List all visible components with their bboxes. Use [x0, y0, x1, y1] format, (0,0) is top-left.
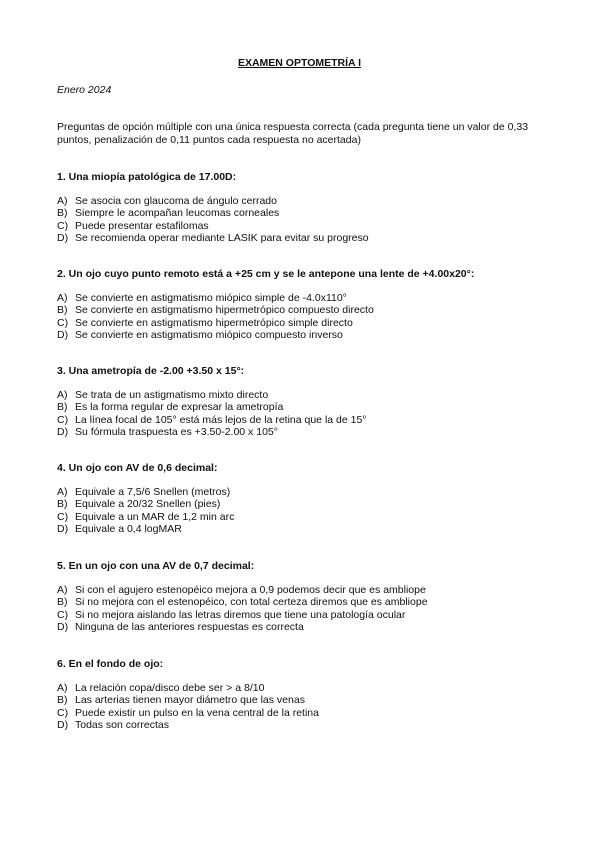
answer-option	[57, 694, 557, 706]
question-title: 6. En el fondo de ojo:	[57, 658, 164, 670]
option-letter: C)	[57, 510, 69, 523]
answer-option	[57, 511, 557, 523]
option-letter: B)	[57, 694, 68, 707]
exam-title: EXAMEN OPTOMETRÍA I	[237, 57, 362, 69]
answer-option	[57, 523, 557, 535]
question-title: 3. Una ametropía de -2.00 +3.50 x 15°:	[57, 365, 245, 377]
option-letter: D)	[57, 329, 69, 342]
question-block	[57, 658, 557, 732]
option-letter: D)	[57, 523, 69, 536]
answer-option	[57, 609, 557, 621]
option-letter: B)	[57, 498, 68, 511]
answer-option	[57, 584, 557, 596]
question-block	[57, 560, 557, 634]
option-letter: A)	[57, 389, 68, 401]
option-text: Ninguna de las anteriores respuestas es correcta	[75, 621, 304, 634]
option-text: Equivale a un MAR de 1,2 min arc	[75, 510, 235, 523]
answer-option	[57, 195, 557, 207]
option-letter: B)	[57, 304, 68, 317]
option-letter: D)	[57, 719, 69, 732]
option-letter: A)	[57, 682, 68, 694]
question-block	[57, 171, 557, 245]
option-text: Se convierte en astigmatismo hipermetrópico simple directo	[75, 316, 353, 329]
answer-options	[57, 682, 557, 732]
option-letter: A)	[57, 292, 68, 304]
option-letter: B)	[57, 596, 68, 609]
question-title: 2. Un ojo cuyo punto remoto está a +25 cm y se le antepone una lente de +4.00x20°:	[57, 268, 475, 280]
option-letter: D)	[57, 232, 69, 245]
option-text: La relación copa/disco debe ser > a 8/10	[75, 682, 265, 694]
option-letter: C)	[57, 316, 69, 329]
option-text: Se asocia con glaucoma de ángulo cerrado	[75, 195, 277, 207]
option-text: Equivale a 7,5/6 Snellen (metros)	[75, 486, 231, 498]
option-text: Su fórmula traspuesta es +3.50-2.00 x 105°	[75, 426, 278, 439]
answer-options	[57, 486, 557, 536]
question-title: 1. Una miopía patológica de 17.00D:	[57, 171, 237, 183]
option-letter: A)	[57, 584, 68, 596]
option-letter: A)	[57, 195, 68, 207]
answer-option	[57, 719, 557, 731]
answer-options	[57, 389, 557, 439]
option-text: La línea focal de 105° está más lejos de la retina que la de 15°	[75, 413, 367, 426]
answer-option	[57, 621, 557, 633]
exam-instructions: Preguntas de opción múltiple con una única respuesta correcta (cada pregunta tiene un valor de 0,33 puntos, penalización de 0,11 puntos cada respuesta no acertada)	[57, 121, 529, 146]
answer-option	[57, 304, 557, 316]
answer-option	[57, 292, 557, 304]
answer-option	[57, 486, 557, 498]
option-text: Se convierte en astigmatismo miópico compuesto inverso	[75, 329, 343, 342]
question-block	[57, 365, 557, 439]
answer-option	[57, 329, 557, 341]
option-text: Equivale a 20/32 Snellen (pies)	[75, 498, 221, 511]
answer-option	[57, 682, 557, 694]
answer-option	[57, 426, 557, 438]
answer-option	[57, 317, 557, 329]
option-text: Se convierte en astigmatismo miópico simple de -4.0x110°	[75, 292, 347, 304]
answer-options	[57, 584, 557, 634]
option-text: Todas son correctas	[75, 719, 169, 732]
answer-option	[57, 596, 557, 608]
answer-option	[57, 498, 557, 510]
answer-option	[57, 207, 557, 219]
option-text: Se convierte en astigmatismo hipermetrópico compuesto directo	[75, 304, 374, 317]
option-text: Se recomienda operar mediante LASIK para evitar su progreso	[75, 232, 369, 245]
option-letter: C)	[57, 608, 69, 621]
option-text: Si no mejora aislando las letras diremos que tiene una patología ocular	[75, 608, 406, 621]
option-text: Es la forma regular de expresar la ametropía	[75, 401, 284, 414]
answer-options	[57, 195, 557, 245]
question-block	[57, 268, 557, 342]
option-text: Las arterias tienen mayor diámetro que las venas	[75, 694, 305, 707]
answer-option	[57, 414, 557, 426]
option-letter: C)	[57, 413, 69, 426]
answer-option	[57, 389, 557, 401]
question-block	[57, 462, 557, 536]
exam-date: Enero 2024	[57, 84, 112, 96]
option-text: Equivale a 0,4 logMAR	[75, 523, 182, 536]
option-letter: C)	[57, 706, 69, 719]
answer-option	[57, 707, 557, 719]
question-title: 5. En un ojo con una AV de 0,7 decimal:	[57, 560, 255, 572]
option-letter: B)	[57, 401, 68, 414]
option-letter: A)	[57, 486, 68, 498]
option-letter: B)	[57, 207, 68, 220]
option-text: Puede existir un pulso en la vena central de la retina	[75, 706, 319, 719]
option-letter: D)	[57, 621, 69, 634]
option-text: Si con el agujero estenopéico mejora a 0,9 podemos decir que es ambliope	[75, 584, 426, 596]
option-letter: C)	[57, 219, 69, 232]
answer-option	[57, 401, 557, 413]
option-text: Siempre le acompañan leucomas corneales	[75, 207, 280, 220]
answer-option	[57, 232, 557, 244]
answer-options	[57, 292, 557, 342]
option-text: Puede presentar estafilomas	[75, 219, 209, 232]
option-letter: D)	[57, 426, 69, 439]
option-text: Se trata de un astigmatismo mixto directo	[75, 389, 269, 401]
answer-option	[57, 220, 557, 232]
question-title: 4. Un ojo con AV de 0,6 decimal:	[57, 462, 218, 474]
option-text: Si no mejora con el estenopéico, con total certeza diremos que es ambliope	[75, 596, 428, 609]
